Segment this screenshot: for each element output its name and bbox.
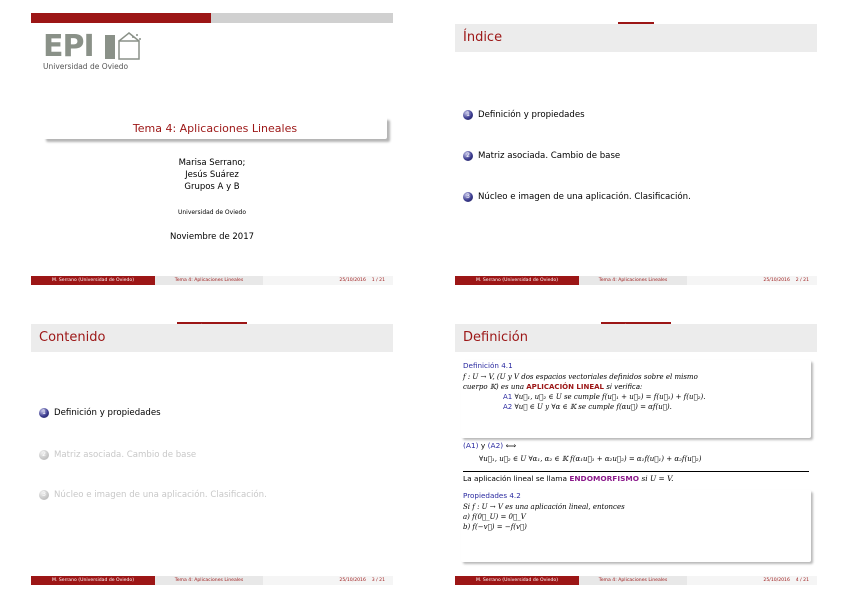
footer	[455, 576, 817, 585]
page-number: 2 / 21	[795, 278, 809, 283]
slide-title[interactable]	[31, 13, 393, 285]
endomorphism-line: La aplicación lineal se llama ENDOMORFISMO si U = V.	[463, 474, 674, 483]
footer-author: M. Serrano (Universidad de Oviedo)	[455, 576, 579, 585]
keyword-endomorfismo: ENDOMORFISMO	[569, 474, 640, 483]
properties-title: Propiedades 4.2	[463, 491, 521, 500]
footer-date: 25/10/2016	[763, 278, 790, 283]
title-bar	[31, 324, 393, 352]
footer-date: 25/10/2016	[763, 578, 790, 583]
property-a: a) f(0⃗_U) = 0⃗_V	[463, 513, 526, 521]
slide-contents[interactable]	[31, 313, 393, 585]
footer-page	[687, 276, 817, 285]
footer-title: Tema 4: Aplicaciones Lineales	[155, 576, 263, 585]
university-logo	[41, 29, 151, 69]
logo-text: EPI	[43, 29, 94, 64]
logo-caption: Universidad de Oviedo	[43, 62, 129, 71]
definition-title: Definición 4.1	[463, 361, 513, 370]
author-2: Jesús Suárez	[185, 170, 239, 180]
footer	[31, 276, 393, 285]
footer-page	[687, 576, 817, 585]
toc-item-2[interactable]	[463, 151, 620, 161]
top-bar	[31, 13, 393, 23]
definition-line-2: cuerpo 𝕂) es una APLICACIÓN LINEAL si verifica:	[463, 383, 643, 391]
page-number: 3 / 21	[371, 578, 385, 583]
footer-author: M. Serrano (Universidad de Oviedo)	[31, 576, 155, 585]
toc-item-label: Definición y propiedades	[478, 110, 585, 120]
section-tab	[31, 313, 393, 323]
title-box	[43, 117, 387, 139]
toc-item-2[interactable]	[39, 450, 196, 460]
bullet-ball-icon: 3	[463, 192, 473, 202]
building-icon	[103, 31, 143, 61]
definition-line-1: f : U → V, (U y V dos espacios vectoriales definidos sobre el mismo	[463, 373, 698, 381]
bullet-ball-icon: 2	[463, 151, 473, 161]
slide-title: Definición	[463, 330, 528, 345]
definition-block	[461, 360, 811, 438]
footer-title: Tema 4: Aplicaciones Lineales	[579, 276, 687, 285]
page-number: 4 / 21	[795, 578, 809, 583]
section-tab	[455, 13, 817, 23]
properties-body	[461, 501, 811, 533]
slide-index[interactable]	[455, 13, 817, 285]
title-bar	[455, 24, 817, 52]
section-tab	[455, 313, 817, 323]
bullet-ball-icon: 1	[463, 110, 473, 120]
toc-item-label: Definición y propiedades	[54, 408, 161, 418]
toc-item-1[interactable]	[463, 110, 585, 120]
toc-item-label: Matriz asociada. Cambio de base	[54, 450, 197, 460]
bullet-ball-icon: 1	[39, 408, 49, 418]
definition-body	[461, 371, 811, 413]
footer	[31, 576, 393, 585]
axiom-a1: A1 ∀u⃗₁, u⃗₂ ∈ U se cumple f(u⃗₁ + u⃗₂) = f(u⃗₁) + f(u⃗₂).	[503, 393, 706, 401]
bullet-ball-icon: 2	[39, 450, 49, 460]
title-bar	[455, 324, 817, 352]
author-1: Marisa Serrano;	[178, 158, 246, 168]
property-b: b) f(−v⃗) = −f(v⃗)	[463, 523, 527, 531]
equivalence-formula: ∀u⃗₁, u⃗₂ ∈ U ∀α₁, α₂ ∈ 𝕂 f(α₁u⃗₁ + α₂u⃗₂) = α₁f(u⃗₁) + α₂f(u⃗₂)	[479, 455, 702, 463]
toc-item-1[interactable]	[39, 408, 161, 418]
toc-item-3[interactable]	[463, 192, 691, 202]
footer-date: 25/10/2016	[339, 578, 366, 583]
slide-definition[interactable]	[455, 313, 817, 585]
date: Noviembre de 2017	[169, 232, 255, 242]
toc-item-label: Núcleo e imagen de una aplicación. Clasificación.	[478, 192, 691, 202]
toc-item-label: Matriz asociada. Cambio de base	[478, 151, 621, 161]
properties-block	[461, 490, 811, 562]
properties-line-1: Si f : U → V es una aplicación lineal, entonces	[463, 503, 625, 511]
toc-item-3[interactable]	[39, 490, 267, 500]
toc-item-label: Núcleo e imagen de una aplicación. Clasificación.	[54, 490, 267, 500]
slide-title: Índice	[463, 30, 503, 45]
institution: Universidad de Oviedo	[177, 209, 247, 216]
axiom-a2: A2 ∀u⃗ ∈ U y ∀α ∈ 𝕂 se cumple f(αu⃗) = αf(u⃗).	[503, 403, 672, 411]
bullet-ball-icon: 3	[39, 490, 49, 500]
footer-page	[263, 576, 393, 585]
groups: Grupos A y B	[184, 182, 240, 192]
page-number: 1 / 21	[371, 278, 385, 283]
footer-title: Tema 4: Aplicaciones Lineales	[579, 576, 687, 585]
footer	[455, 276, 817, 285]
footer-page	[263, 276, 393, 285]
keyword-aplicacion-lineal: APLICACIÓN LINEAL	[526, 383, 605, 391]
equivalence-line: (A1) y (A2) ⟺	[463, 441, 517, 450]
rule-divider	[463, 471, 809, 472]
footer-author: M. Serrano (Universidad de Oviedo)	[31, 276, 155, 285]
slide-title: Contenido	[39, 330, 106, 345]
footer-date: 25/10/2016	[339, 278, 366, 283]
footer-author: M. Serrano (Universidad de Oviedo)	[455, 276, 579, 285]
footer-title: Tema 4: Aplicaciones Lineales	[155, 276, 263, 285]
presentation-title: Tema 4: Aplicaciones Lineales	[132, 122, 298, 135]
